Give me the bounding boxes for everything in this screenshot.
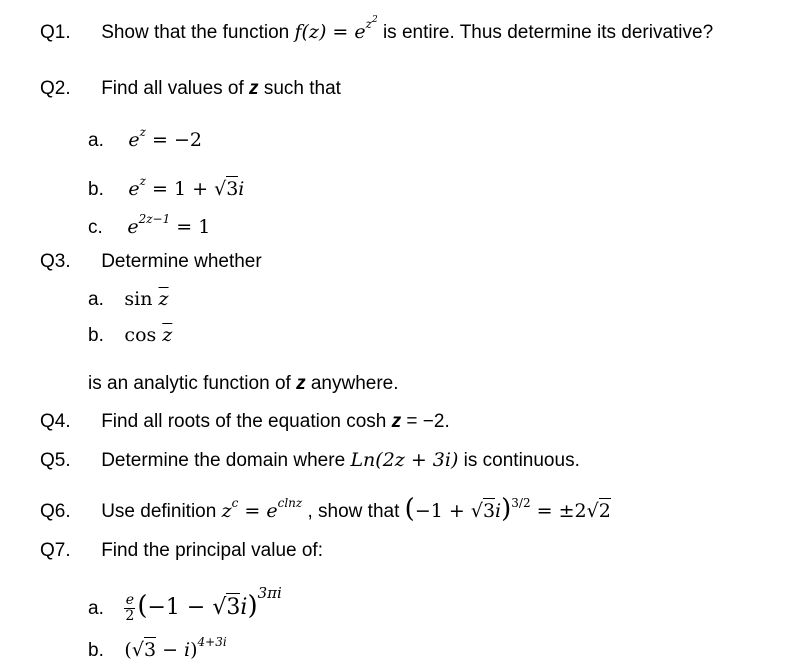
q6-zc-base: z	[221, 500, 232, 522]
q3a-line	[88, 290, 169, 309]
q2b-i: i	[238, 178, 245, 200]
q3b-arg: $\overline{z}$	[162, 324, 173, 346]
q6-e-exp: clnz	[277, 496, 303, 510]
q6-rhs-pre: = ±2	[530, 500, 587, 522]
q7b-label: b.	[88, 640, 104, 661]
q1-exp-z: z	[365, 17, 372, 31]
q1-exp-2: 2	[371, 15, 378, 25]
q2b-rhs-pre: = 1 +	[146, 178, 215, 200]
q7-text: Find the principal value of:	[101, 540, 323, 561]
q1-line	[40, 16, 713, 42]
q2b-base: e	[128, 178, 140, 200]
q7a-rad: 3	[226, 595, 241, 620]
q3a-fn: sin	[124, 288, 159, 310]
q3b-fn: cos	[124, 324, 163, 346]
q2a-exp: z	[139, 125, 146, 139]
q3a-arg: $\overline{z}$	[158, 288, 169, 310]
q2a-label: a.	[88, 130, 104, 151]
q6-close-paren: )	[501, 494, 512, 524]
q6-rad: 3	[482, 500, 496, 522]
q4-text-pre: Find all roots of the equation cosh	[101, 411, 392, 432]
q4-label: Q4.	[40, 411, 71, 432]
q3-line	[40, 252, 262, 271]
q7b-sqrt-icon: √	[131, 639, 144, 661]
q3a-label: a.	[88, 289, 104, 310]
q5-text-pre: Determine the domain where	[101, 450, 351, 471]
q7a-inner-pre: −1 −	[147, 595, 213, 620]
q2c-rhs: = 1	[170, 216, 211, 238]
q1-text-after: is entire. Thus determine its derivative?	[377, 22, 714, 43]
q5-label: Q5.	[40, 450, 71, 471]
q4-line	[40, 412, 450, 431]
q6-text-pre: Use definition	[101, 501, 222, 522]
q7a-label: a.	[88, 598, 104, 619]
q3-tail-pre: is an analytic function of	[88, 373, 297, 394]
q2c-label: c.	[88, 217, 103, 238]
q1-eq: =	[326, 21, 355, 43]
q7b-inner-post: − i	[156, 639, 191, 661]
q6-comma: ,	[302, 501, 313, 522]
q2c-base: e	[127, 216, 139, 238]
q6-rhs-sqrt-icon: √	[586, 500, 599, 522]
q6-i: i	[495, 500, 502, 522]
q1-base: e	[354, 21, 366, 43]
q5-line	[40, 451, 580, 470]
q2-var: z	[249, 78, 259, 99]
q1-label: Q1.	[40, 22, 71, 43]
q7-label: Q7.	[40, 540, 71, 561]
q6-rhs-rad: 2	[598, 500, 611, 522]
q7a-open-paren: (	[137, 591, 148, 621]
q7a-close-paren: )	[247, 591, 258, 621]
q2-label: Q2.	[40, 78, 71, 99]
q6-e-base: e	[266, 500, 278, 522]
q6-inner-pre: −1 +	[414, 500, 471, 522]
q2b-rad: 3	[226, 178, 239, 200]
q3-tail-line	[88, 374, 399, 393]
q4-text-post: = −2.	[401, 411, 450, 432]
q7a-sqrt-icon: √	[212, 595, 227, 620]
q2b-exp: z	[139, 174, 146, 188]
q3-label: Q3.	[40, 251, 71, 272]
q7-line	[40, 541, 323, 560]
q2a-rhs: = −2	[146, 129, 203, 151]
q6-text-mid: show that	[312, 501, 405, 522]
q2-text: Find all values of	[101, 78, 250, 99]
q7b-close-paren: )	[190, 639, 198, 661]
q2-line	[40, 79, 341, 98]
q2a-line	[88, 126, 202, 150]
q2-text-after: such that	[258, 78, 341, 99]
q7b-power: 4+3i	[197, 635, 227, 649]
q6-label: Q6.	[40, 501, 71, 522]
q7a-power: 3πi	[257, 584, 282, 602]
q2b-label: b.	[88, 179, 104, 200]
q6-power: 3/2	[511, 496, 531, 510]
q2c-exp: 2z−1	[138, 212, 171, 226]
q6-line	[40, 496, 611, 522]
q6-sqrt-icon: √	[470, 500, 483, 522]
q7a-frac-num: e	[125, 592, 135, 609]
q2b-sqrt-icon: √	[214, 178, 227, 200]
q3-tail-post: anywhere.	[305, 373, 399, 394]
q1-exp	[366, 17, 378, 31]
q2c-line	[88, 213, 210, 237]
q1-fz: f(z)	[294, 21, 327, 43]
q2a-base: e	[128, 129, 140, 151]
q6-eq: =	[238, 500, 267, 522]
q6-open-paren: (	[404, 494, 415, 524]
q7b-open-paren: (	[124, 639, 132, 661]
q7b-line	[88, 636, 227, 660]
q4-var: z	[391, 411, 402, 432]
q7a-fraction	[124, 593, 135, 625]
q7a-frac-den: 2	[125, 608, 135, 625]
q7b-rad: 3	[143, 639, 157, 661]
q3b-label: b.	[88, 325, 104, 346]
q7a-line	[88, 586, 282, 625]
q6-zc-exp: c	[231, 496, 239, 510]
q5-text-post: is continuous.	[458, 450, 580, 471]
q1-text-before: Show that the function	[101, 22, 295, 43]
q3-text: Determine whether	[101, 251, 262, 272]
q7a-i: i	[240, 595, 248, 620]
q3-tail-var: z	[296, 373, 306, 394]
q3b-line	[88, 326, 172, 345]
q2b-line	[88, 175, 244, 199]
q5-expr: Ln(2z + 3i)	[350, 449, 459, 471]
